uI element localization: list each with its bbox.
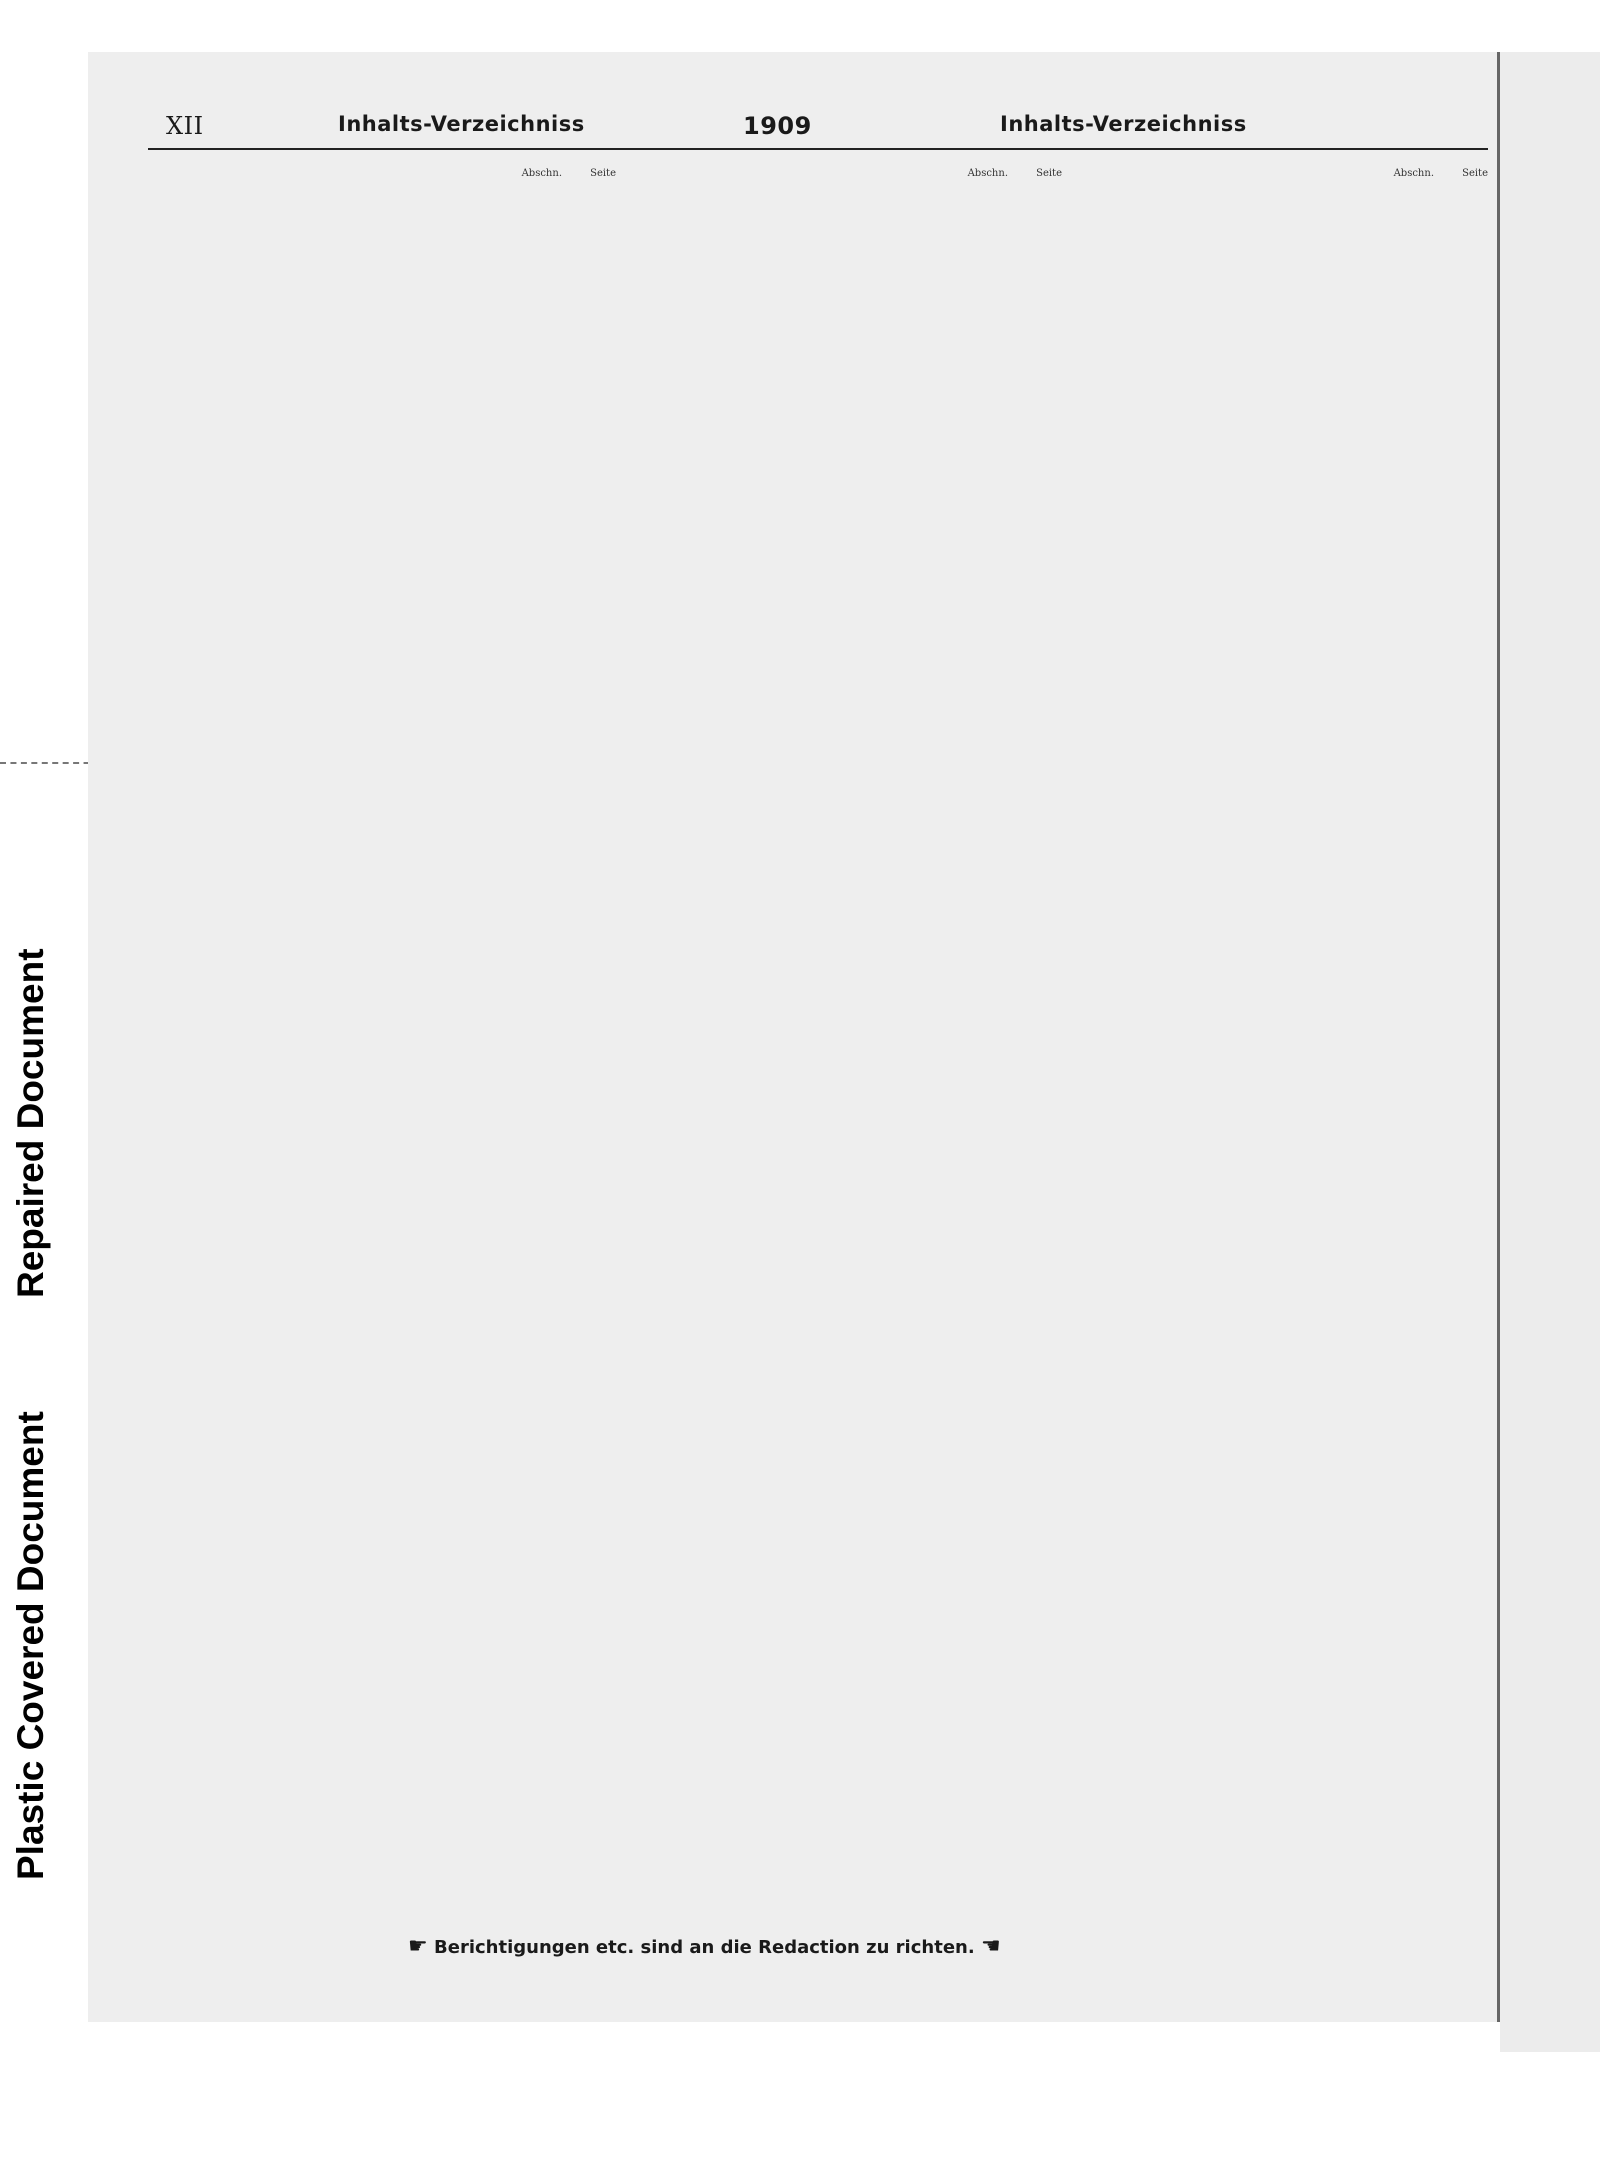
document-page — [88, 52, 1500, 2022]
footer-note: Berichtigungen etc. sind an die Redaction zu richten. — [434, 1937, 975, 1958]
adjacent-page-edge — [1500, 52, 1600, 2052]
seite-label: Seite — [1036, 168, 1062, 179]
scan-side-margin — [0, 0, 78, 2177]
page-number: XII — [166, 112, 204, 140]
column-header — [148, 168, 620, 182]
abschn-label: Abschn. — [967, 168, 1008, 179]
plastic-covered-label: Plastic Covered Document — [10, 1411, 51, 1880]
seite-label: Seite — [1462, 168, 1488, 179]
abschn-label: Abschn. — [1393, 168, 1434, 179]
header-title-left: Inhalts-Verzeichniss — [338, 112, 585, 136]
page-footer — [408, 1934, 1001, 1959]
pointing-hand-icon: ☛ — [408, 1934, 428, 1959]
repaired-document-label: Repaired Document — [10, 948, 51, 1298]
seite-label: Seite — [590, 168, 616, 179]
pointing-hand-icon: ☚ — [980, 1934, 1001, 1959]
column-header — [990, 168, 1492, 182]
cut-marker — [0, 762, 100, 764]
page-header — [88, 112, 1497, 152]
header-rule — [148, 148, 1488, 150]
index-column-1 — [148, 168, 620, 182]
index-column-3 — [990, 168, 1492, 182]
header-title-right: Inhalts-Verzeichniss — [1000, 112, 1247, 136]
header-year: 1909 — [743, 112, 812, 140]
abschn-label: Abschn. — [521, 168, 562, 179]
